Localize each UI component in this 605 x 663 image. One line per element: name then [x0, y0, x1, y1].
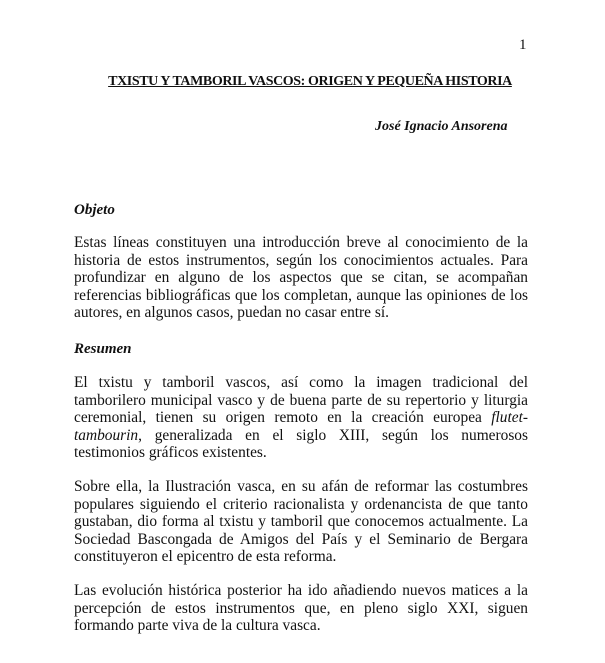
- section-heading-resumen: Resumen: [74, 341, 132, 357]
- page-number: 1: [519, 37, 527, 53]
- paragraph-objeto: Estas líneas constituyen una introducción breve al conocimiento de la historia de estos instrumentos, según los conocimientos actuales. Para profundizar en alguno de los aspectos que se citan, se acompañan referencias bibliográficas que los completan, aunque las opiniones de los autores, en algunos casos, puedan no casar entre sí.: [74, 234, 528, 322]
- text-run: , generalizada en el siglo XIII, según los numerosos testimonios gráficos existentes.: [74, 426, 528, 462]
- text-run: El txistu y tamboril vascos, así como la imagen tradicional del tamborilero municipal vasco y de buena parte de su repertorio y liturgia ceremonial, tienen su origen remoto en la creación europea: [74, 374, 528, 427]
- document-title: TXISTU Y TAMBORIL VASCOS: ORIGEN Y PEQUEÑA HISTORIA: [108, 74, 512, 89]
- paragraph-resumen-3: Las evolución histórica posterior ha ido añadiendo nuevos matices a la percepción de estos instrumentos que, en pleno siglo XXI, siguen formando parte viva de la cultura vasca.: [74, 582, 528, 635]
- paragraph-resumen-2: Sobre ella, la Ilustración vasca, en su afán de reformar las costumbres populares siguiendo el criterio racionalista y ordenancista de que tanto gustaban, dio forma al txistu y tamboril que conocemos actualmente. La Sociedad Bascongada de Amigos del País y el Seminario de Bergara constituyeron el epicentro de esta reforma.: [74, 478, 528, 566]
- italic-term: flutet-tambourin: [74, 409, 528, 444]
- paragraph-resumen-1: [74, 374, 528, 462]
- author-name: José Ignacio Ansorena: [375, 119, 508, 134]
- section-heading-objeto: Objeto: [74, 202, 115, 218]
